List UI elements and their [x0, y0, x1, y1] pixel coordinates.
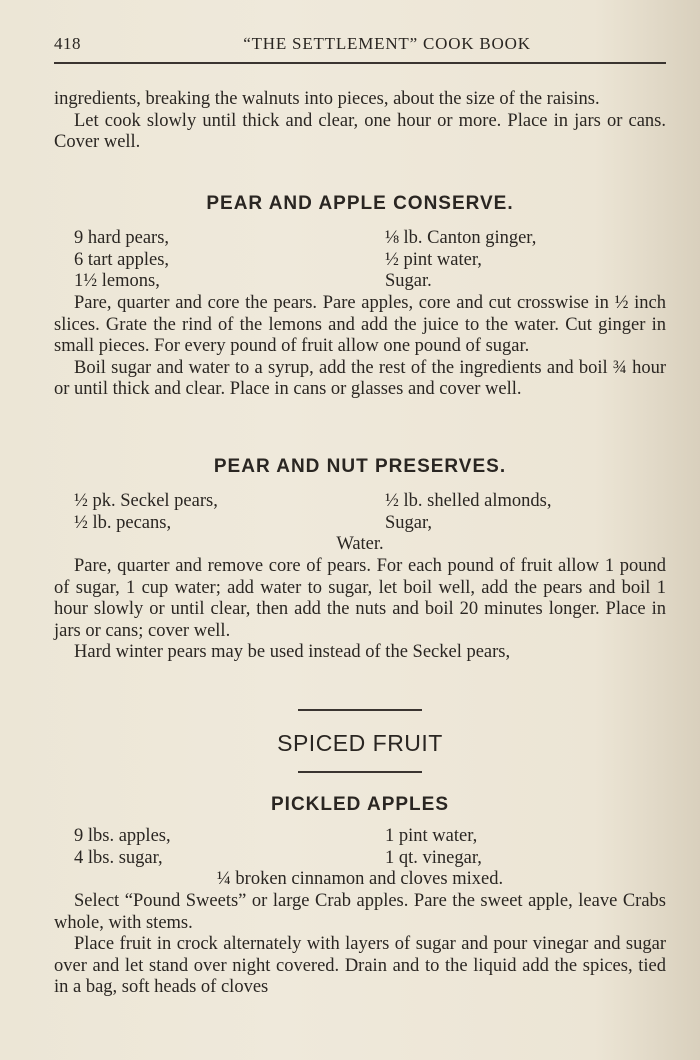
section-rule-bottom: [298, 771, 422, 773]
ingredient-row: [54, 491, 666, 513]
ingredient-right: Sugar,: [385, 512, 433, 533]
continuation-paragraph-2: Let cook slowly until thick and clear, one hour or more. Place in jars or cans. Cover well.: [54, 110, 666, 152]
recipe-title-pear-apple-conserve: PEAR AND APPLE CONSERVE.: [206, 193, 514, 214]
ingredient-right: 1 pint water,: [385, 826, 478, 846]
ingredient-right: ½ lb. shelled almonds,: [385, 491, 552, 511]
ingredients-pear-nut-preserves: [54, 491, 666, 556]
recipe-title-pickled-apples: PICKLED APPLES: [271, 794, 449, 815]
instruction-paragraph-1: Select “Pound Sweets” or large Crab apples. Pare the sweet apple, leave Crabs whole, with stems.: [54, 891, 666, 933]
ingredient-right: 1 qt. vinegar,: [385, 847, 482, 868]
instruction-paragraph-2: Boil sugar and water to a syrup, add the rest of the ingredients and boil ¾ hour or until thick and clear. Place in cans or glasses and cover well.: [54, 357, 666, 399]
ingredients-pickled-apples: [54, 826, 666, 891]
running-title: “THE SETTLEMENT” COOK BOOK: [243, 34, 531, 53]
section-title-spiced-fruit: SPICED FRUIT: [277, 730, 443, 756]
recipe-title-pear-nut-preserves: PEAR AND NUT PRESERVES.: [213, 456, 507, 477]
ingredient-left: 9 hard pears,: [74, 228, 170, 248]
ingredient-left: ½ pk. Seckel pears,: [74, 491, 218, 511]
ingredient-right: Sugar.: [385, 271, 432, 291]
ingredient-row: [54, 513, 666, 535]
ingredient-row: [54, 848, 666, 870]
instruction-paragraph-2: Place fruit in crock alternately with layers of sugar and pour vinegar and sugar over and let stand over night covered. Drain and to the liquid add the spices, tied in a bag, soft heads of cloves: [54, 934, 666, 997]
ingredient-row: [54, 250, 666, 272]
instruction-paragraph-1: Pare, quarter and core the pears. Pare apples, core and cut crosswise in ½ inch slices. Grate the rind of the lemons and add the juice to the water. Cut ginger in small pieces. For every pound of fruit allow one pound of sugar.: [54, 293, 666, 356]
ingredient-left: 4 lbs. sugar,: [74, 847, 163, 868]
ingredient-left: 9 lbs. apples,: [74, 826, 171, 846]
instructions-pear-nut-preserves: [54, 556, 666, 664]
instruction-paragraph-1: Pare, quarter and remove core of pears. For each pound of fruit allow 1 pound of sugar, 1 cup water; add water to sugar, let boil well, add the pears and boil 1 hour slowly or until clear, then add the nuts and boil 20 minutes longer. Place in jars or cans; cover well.: [54, 556, 666, 641]
ingredient-left: 1½ lemons,: [74, 271, 160, 291]
ingredient-right: ½ pint water,: [385, 249, 482, 270]
ingredient-row: [54, 271, 666, 293]
ingredients-pear-apple-conserve: [54, 228, 666, 293]
ingredient-center: ¼ broken cinnamon and cloves mixed.: [216, 869, 504, 889]
ingredient-center: Water.: [336, 534, 384, 554]
ingredient-row: [54, 228, 666, 250]
page-header: [54, 34, 666, 58]
instruction-paragraph-2: Hard winter pears may be used instead of the Seckel pears,: [74, 642, 511, 662]
instructions-pickled-apples: [54, 891, 666, 999]
ingredient-right: ⅛ lb. Canton ginger,: [385, 228, 537, 248]
header-rule: [54, 62, 666, 64]
continuation-paragraph-1: ingredients, breaking the walnuts into pieces, about the size of the raisins.: [54, 89, 600, 109]
section-rule-top: [298, 709, 422, 711]
page-number: 418: [54, 34, 81, 53]
ingredient-row: [54, 826, 666, 848]
continuation-text: [54, 89, 666, 154]
ingredient-left: ½ lb. pecans,: [74, 512, 172, 533]
instructions-pear-apple-conserve: [54, 293, 666, 401]
ingredient-left: 6 tart apples,: [74, 249, 170, 270]
